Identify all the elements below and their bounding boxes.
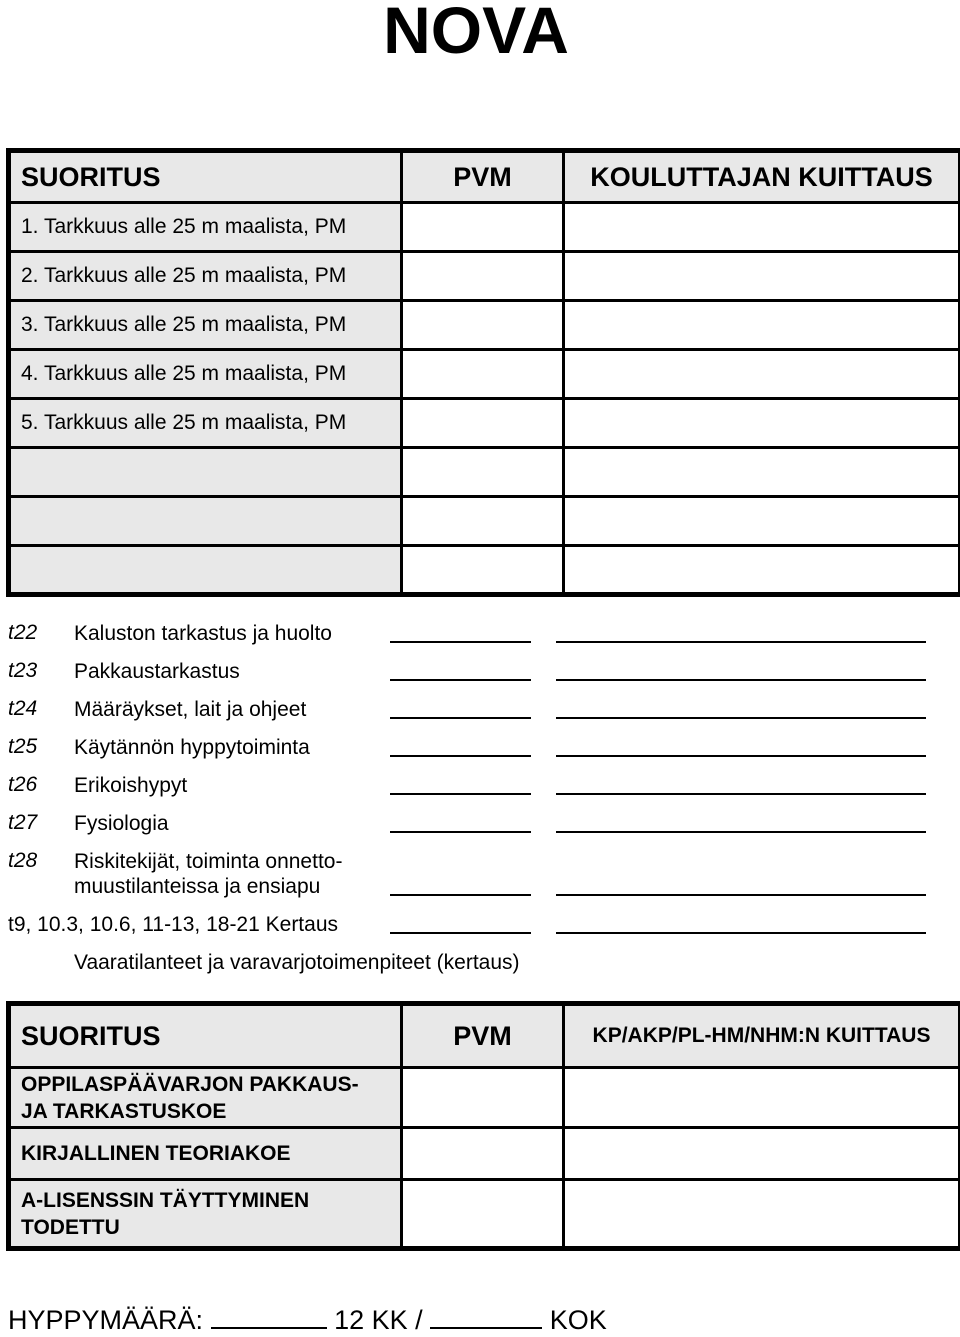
signature-cell[interactable] — [564, 252, 960, 301]
exam-cell — [9, 1068, 402, 1128]
jump-count-total-label: KOK — [549, 1305, 607, 1335]
topic-text: Kaluston tarkastus ja huolto — [74, 622, 332, 645]
date-cell[interactable] — [402, 399, 564, 448]
review-row — [0, 912, 960, 950]
exam-label-continued: JA TARKASTUSKOE — [21, 1099, 227, 1123]
signature-line[interactable] — [556, 717, 926, 719]
table-row — [9, 497, 960, 546]
table-row — [9, 1180, 960, 1249]
final-exams-table — [6, 1001, 960, 1251]
review-subtext-row — [0, 950, 960, 988]
header-suoritus: SUORITUS — [9, 1004, 402, 1068]
topic-row — [0, 773, 960, 811]
date-line[interactable] — [390, 641, 531, 643]
date-cell[interactable] — [402, 448, 564, 497]
topic-row — [0, 735, 960, 773]
date-cell[interactable] — [402, 1180, 564, 1249]
header-kuittaus: KP/AKP/PL-HM/NHM:N KUITTAUS — [564, 1004, 960, 1068]
signature-cell[interactable] — [564, 301, 960, 350]
signature-line[interactable] — [556, 641, 926, 643]
review-subtext: Vaaratilanteet ja varavarjotoimenpiteet (kertaus) — [74, 951, 520, 974]
table-header-row — [9, 1004, 960, 1068]
topic-text-continued: muustilanteissa ja ensiapu — [74, 875, 321, 898]
topic-code: t25 — [8, 735, 38, 758]
jump-count-12kk-label: 12 KK / — [334, 1305, 423, 1335]
date-cell[interactable] — [402, 546, 564, 595]
exercise-table — [6, 148, 960, 597]
date-line[interactable] — [390, 679, 531, 681]
table-row — [9, 448, 960, 497]
jump-count-label: HYPPYMÄÄRÄ: — [8, 1305, 204, 1335]
table-row — [9, 350, 960, 399]
review-text: t9, 10.3, 10.6, 11-13, 18-21 Kertaus — [8, 913, 339, 936]
table-row — [9, 301, 960, 350]
table-header-row — [9, 151, 960, 203]
topic-row — [0, 849, 960, 909]
date-cell[interactable] — [402, 497, 564, 546]
jump-count-footer — [8, 1305, 607, 1336]
exercise-cell: 5. Tarkkuus alle 25 m maalista, PM — [9, 399, 402, 448]
table-row — [9, 1128, 960, 1180]
topic-text: Riskitekijät, toiminta onnetto- — [74, 850, 343, 873]
signature-line[interactable] — [556, 894, 926, 896]
header-pvm: PVM — [402, 1004, 564, 1068]
exercise-cell[interactable] — [9, 546, 402, 595]
date-cell[interactable] — [402, 301, 564, 350]
exercise-cell: 4. Tarkkuus alle 25 m maalista, PM — [9, 350, 402, 399]
date-line[interactable] — [390, 894, 531, 896]
signature-line[interactable] — [556, 831, 926, 833]
exercise-cell: 1. Tarkkuus alle 25 m maalista, PM — [9, 203, 402, 252]
header-pvm: PVM — [402, 151, 564, 203]
topic-code: t28 — [8, 849, 38, 872]
signature-cell[interactable] — [564, 497, 960, 546]
exam-label: KIRJALLINEN TEORIAKOE — [21, 1142, 291, 1165]
header-kouluttajan-kuittaus: KOULUTTAJAN KUITTAUS — [564, 151, 960, 203]
exam-label-continued: TODETTU — [21, 1215, 120, 1239]
date-line[interactable] — [390, 831, 531, 833]
topic-code: t23 — [8, 659, 38, 682]
date-line[interactable] — [390, 793, 531, 795]
page-title: NOVA — [383, 0, 569, 67]
exam-label: OPPILASPÄÄVARJON PAKKAUS- — [21, 1072, 359, 1096]
topic-text: Erikoishypyt — [74, 774, 188, 797]
signature-cell[interactable] — [564, 399, 960, 448]
header-suoritus: SUORITUS — [9, 151, 402, 203]
topic-text: Käytännön hyppytoiminta — [74, 736, 310, 759]
topic-row — [0, 659, 960, 697]
exam-label: A-LISENSSIN TÄYTTYMINEN — [21, 1188, 310, 1212]
signature-cell[interactable] — [564, 350, 960, 399]
signature-line[interactable] — [556, 755, 926, 757]
topic-code: t27 — [8, 811, 38, 834]
topic-text: Pakkaustarkastus — [74, 660, 240, 683]
topic-row — [0, 621, 960, 659]
signature-line[interactable] — [556, 793, 926, 795]
date-line[interactable] — [390, 717, 531, 719]
exercise-cell[interactable] — [9, 497, 402, 546]
signature-line[interactable] — [556, 932, 926, 934]
topic-code: t22 — [8, 621, 38, 644]
topic-row — [0, 811, 960, 849]
exam-cell — [9, 1180, 402, 1249]
signature-cell[interactable] — [564, 448, 960, 497]
table-row — [9, 203, 960, 252]
date-cell[interactable] — [402, 252, 564, 301]
signature-cell[interactable] — [564, 203, 960, 252]
topic-text: Fysiologia — [74, 812, 169, 835]
signature-cell[interactable] — [564, 1180, 960, 1249]
table-row — [9, 546, 960, 595]
date-cell[interactable] — [402, 203, 564, 252]
exam-cell — [9, 1128, 402, 1180]
table-row — [9, 1068, 960, 1128]
date-line[interactable] — [390, 932, 531, 934]
jump-count-total-blank[interactable] — [430, 1326, 542, 1329]
topic-code: t24 — [8, 697, 38, 720]
topic-code: t26 — [8, 773, 38, 796]
date-cell[interactable] — [402, 1068, 564, 1128]
topic-text: Määräykset, lait ja ohjeet — [74, 698, 307, 721]
table-row — [9, 399, 960, 448]
exercise-cell: 3. Tarkkuus alle 25 m maalista, PM — [9, 301, 402, 350]
date-cell[interactable] — [402, 350, 564, 399]
signature-cell[interactable] — [564, 546, 960, 595]
table-row — [9, 252, 960, 301]
exercise-cell: 2. Tarkkuus alle 25 m maalista, PM — [9, 252, 402, 301]
jump-count-12kk-blank[interactable] — [211, 1326, 327, 1329]
date-cell[interactable] — [402, 1128, 564, 1180]
signature-line[interactable] — [556, 679, 926, 681]
topic-row — [0, 697, 960, 735]
date-line[interactable] — [390, 755, 531, 757]
exercise-cell[interactable] — [9, 448, 402, 497]
signature-cell[interactable] — [564, 1068, 960, 1128]
signature-cell[interactable] — [564, 1128, 960, 1180]
